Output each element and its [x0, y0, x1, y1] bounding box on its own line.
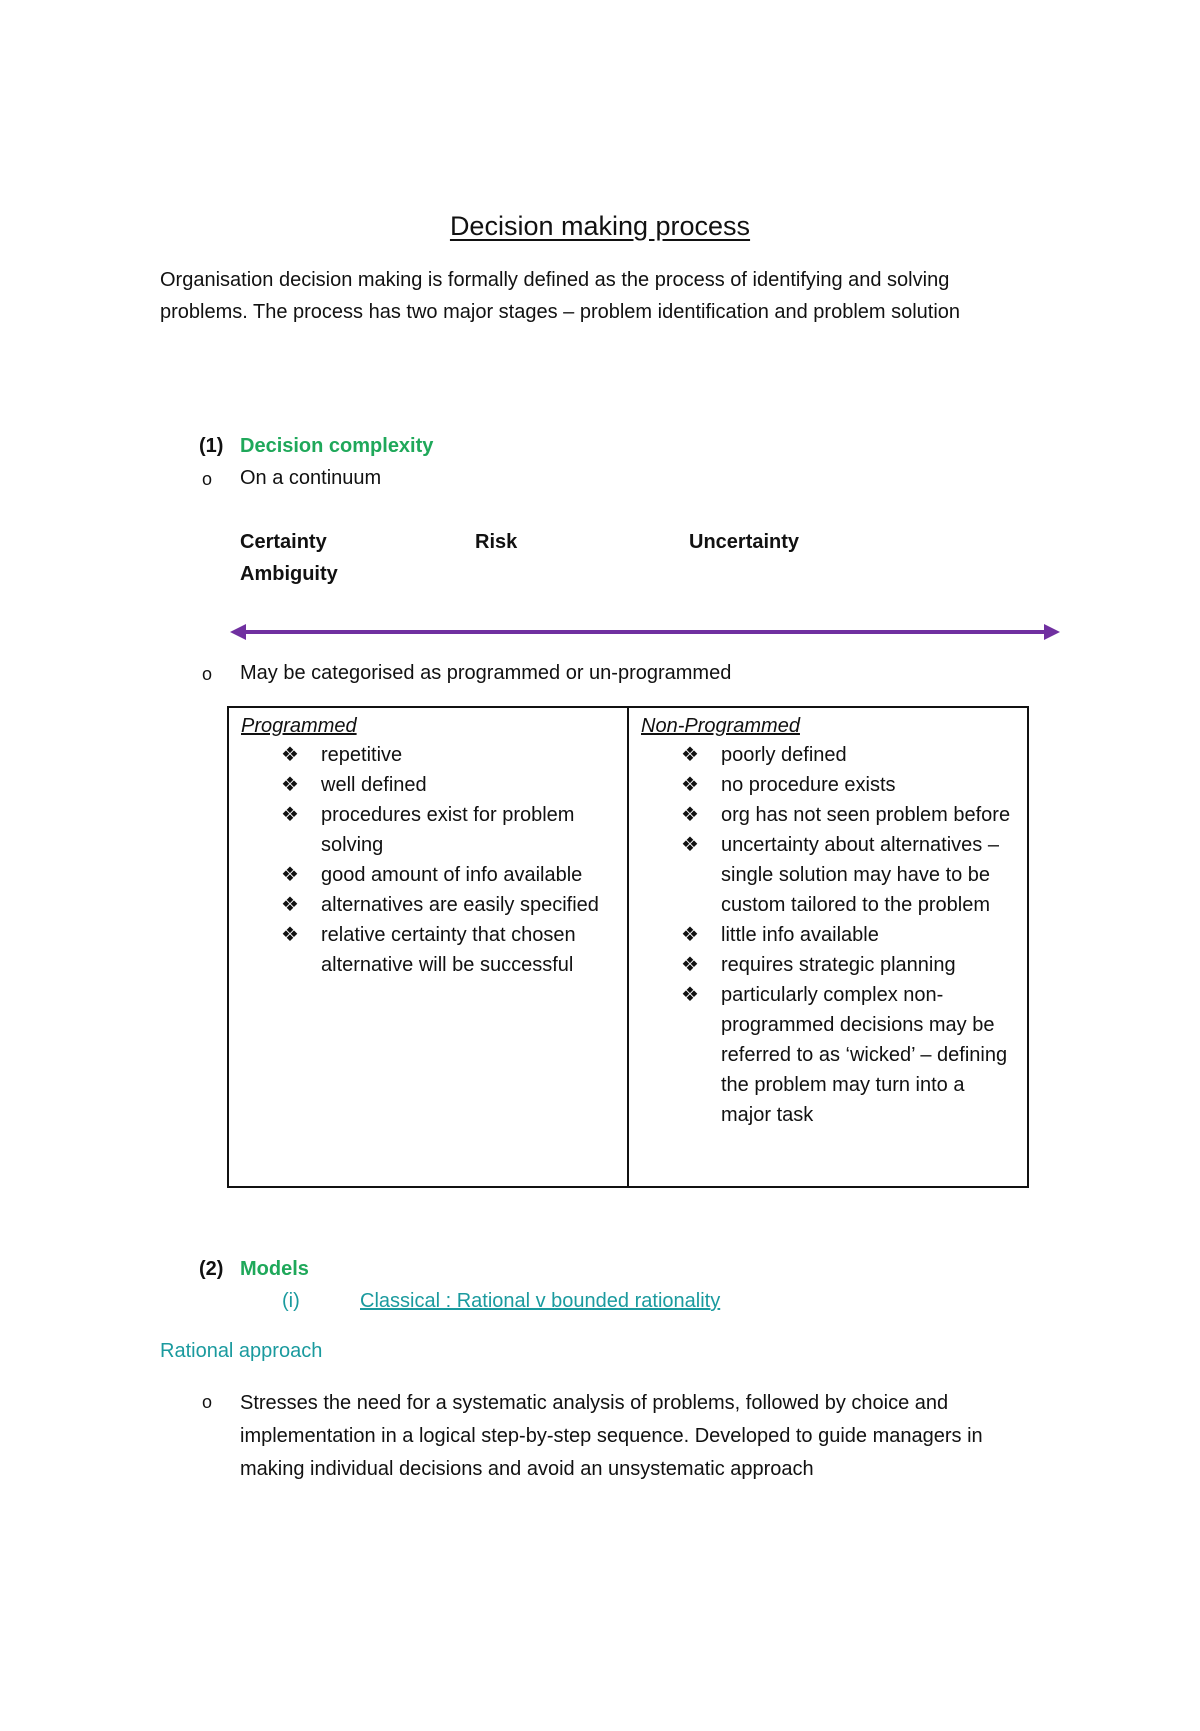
nonprogrammed-header: Non-Programmed: [641, 715, 800, 737]
circle-bullet-icon: o: [202, 1392, 213, 1412]
continuum-arrow: [230, 620, 1060, 644]
diamond-bullet-icon: ❖: [681, 924, 699, 946]
list-item: [641, 770, 1019, 800]
diamond-bullet-icon: ❖: [281, 774, 299, 796]
nonprogrammed-column: [628, 707, 1028, 1187]
diamond-bullet-icon: ❖: [281, 744, 299, 766]
intro-paragraph: Organisation decision making is formally defined as the process of identifying and solving problems. The process has two major stages – problem identification and problem solution: [160, 269, 961, 323]
circle-bullet-icon: o: [202, 664, 213, 684]
section1-number: (1): [199, 435, 224, 457]
diamond-bullet-icon: ❖: [681, 984, 699, 1006]
list-item: [241, 770, 619, 800]
arrow-right-icon: [1044, 624, 1060, 640]
list-item: [641, 920, 1019, 950]
continuum-bullet: On a continuum: [240, 467, 382, 489]
diamond-bullet-icon: ❖: [681, 834, 699, 856]
page-title: Decision making process: [449, 211, 751, 241]
section1-heading: Decision complexity: [240, 435, 434, 457]
rational-approach-text: Stresses the need for a systematic analysis of problems, followed by choice and implementation in a logical step-by-step sequence. Developed to guide managers in making individual decisions and avoid an unsystematic approach: [240, 1392, 983, 1480]
list-item-text: org has not seen problem before: [721, 804, 1011, 826]
continuum-certainty: Certainty: [240, 531, 327, 553]
list-item: [641, 800, 1019, 830]
list-item-text: no procedure exists: [721, 774, 896, 796]
list-item: [641, 980, 1019, 1130]
continuum-risk: Risk: [475, 531, 518, 553]
continuum-uncertainty: Uncertainty: [689, 531, 800, 553]
list-item-text: procedures exist for problem solving: [321, 804, 575, 856]
list-item: [241, 860, 619, 890]
list-item-text: poorly defined: [721, 744, 847, 766]
continuum-ambiguity: Ambiguity: [240, 563, 338, 585]
rational-approach-heading: Rational approach: [160, 1340, 323, 1362]
list-item-text: good amount of info available: [321, 864, 583, 886]
list-item: [241, 800, 619, 860]
programmed-comparison-table: [227, 706, 1029, 1188]
list-item-text: well defined: [321, 774, 427, 796]
section2-number: (2): [199, 1258, 224, 1280]
diamond-bullet-icon: ❖: [281, 864, 299, 886]
list-item-text: requires strategic planning: [721, 954, 956, 976]
list-item-text: uncertainty about alternatives – single solution may have to be custom tailored to the problem: [721, 834, 999, 916]
list-item: [641, 740, 1019, 770]
classical-model-link[interactable]: Classical : Rational v bounded rationality: [360, 1290, 721, 1312]
list-item: [641, 830, 1019, 920]
circle-bullet-icon: o: [202, 469, 213, 489]
programmed-list: [241, 740, 619, 980]
diamond-bullet-icon: ❖: [281, 924, 299, 946]
arrow-left-icon: [230, 624, 246, 640]
diamond-bullet-icon: ❖: [681, 804, 699, 826]
list-item-text: little info available: [721, 924, 879, 946]
programmed-column: [228, 707, 628, 1187]
list-item-text: particularly complex non-programmed decisions may be referred to as ‘wicked’ – defining the problem may turn into a major task: [721, 984, 1008, 1126]
diamond-bullet-icon: ❖: [281, 894, 299, 916]
section2-heading: Models: [240, 1258, 309, 1280]
programmed-header: Programmed: [241, 715, 357, 737]
list-item-text: repetitive: [321, 744, 403, 766]
list-item: [241, 890, 619, 920]
diamond-bullet-icon: ❖: [681, 744, 699, 766]
list-item: [241, 740, 619, 770]
diamond-bullet-icon: ❖: [281, 804, 299, 826]
list-item: [641, 950, 1019, 980]
list-item-text: alternatives are easily specified: [321, 894, 599, 916]
diamond-bullet-icon: ❖: [681, 954, 699, 976]
nonprogrammed-list: [641, 740, 1019, 1130]
diamond-bullet-icon: ❖: [681, 774, 699, 796]
list-item: [241, 920, 619, 980]
subsection-number: (i): [282, 1290, 300, 1312]
categorised-bullet: May be categorised as programmed or un-programmed: [240, 662, 732, 684]
list-item-text: relative certainty that chosen alternative will be successful: [321, 924, 576, 976]
